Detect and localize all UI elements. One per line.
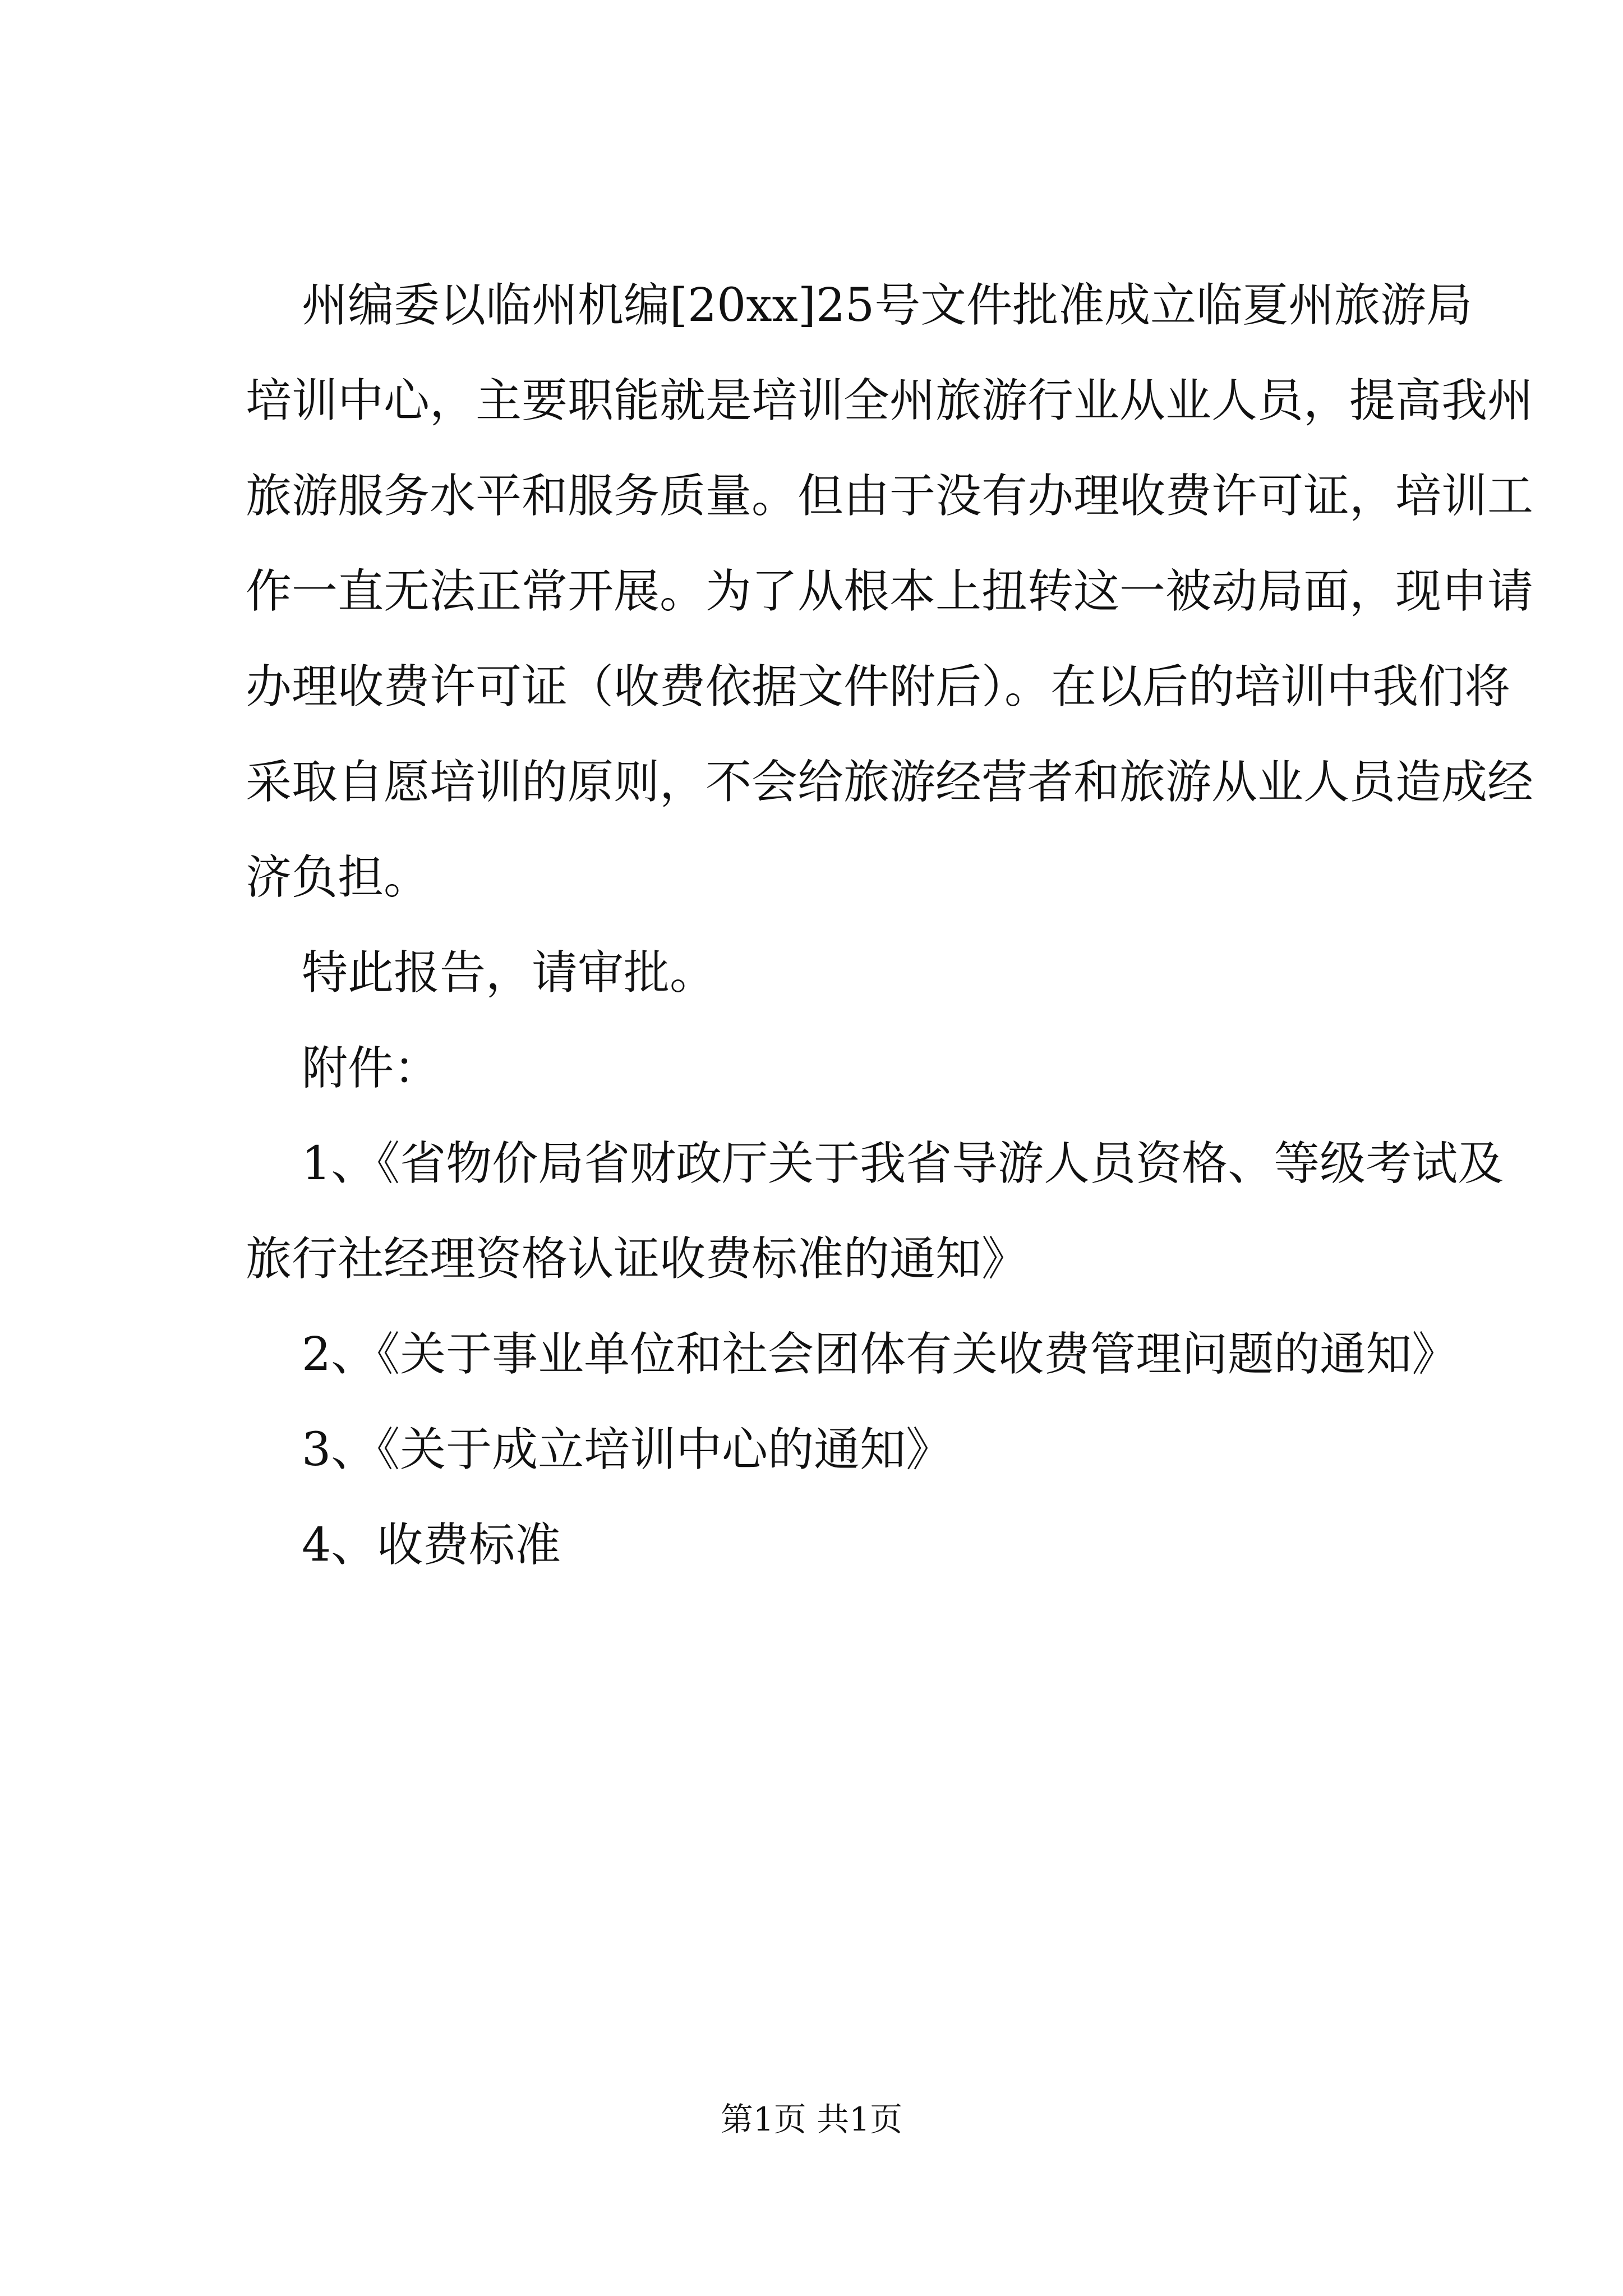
paragraph-line: 采取自愿培训的原则，不会给旅游经营者和旅游从业人员造成经 <box>246 756 1534 809</box>
closing-line: 特此报告，请审批。 <box>302 946 716 1000</box>
paragraph-line: 作一直无法正常开展。为了从根本上扭转这一被动局面，现申请 <box>246 565 1534 618</box>
attachment-item: 3、《关于成立培训中心的通知》 <box>302 1423 952 1476</box>
paragraph-line: 旅游服务水平和服务质量。但由于没有办理收费许可证，培训工 <box>246 470 1534 523</box>
attachment-item: 2、《关于事业单位和社会团体有关收费管理问题的通知》 <box>302 1328 1458 1381</box>
attachment-item-continuation: 旅行社经理资格认证收费标准的通知》 <box>246 1232 1028 1286</box>
attachment-item: 1、《省物价局省财政厅关于我省导游人员资格、等级考试及 <box>302 1137 1504 1190</box>
paragraph-line: 济负担。 <box>246 851 430 904</box>
attachments-label: 附件： <box>302 1042 440 1095</box>
paragraph-line: 州编委以临州机编[20xx]25号文件批准成立临夏州旅游局 <box>302 279 1473 332</box>
attachment-item: 4、收费标准 <box>302 1519 561 1572</box>
page-footer: 第1页 共1页 <box>720 2100 903 2138</box>
paragraph-line: 办理收费许可证（收费依据文件附后）。在以后的培训中我们将 <box>246 660 1511 714</box>
paragraph-line: 培训中心，主要职能就是培训全州旅游行业从业人员，提高我州 <box>246 374 1534 427</box>
